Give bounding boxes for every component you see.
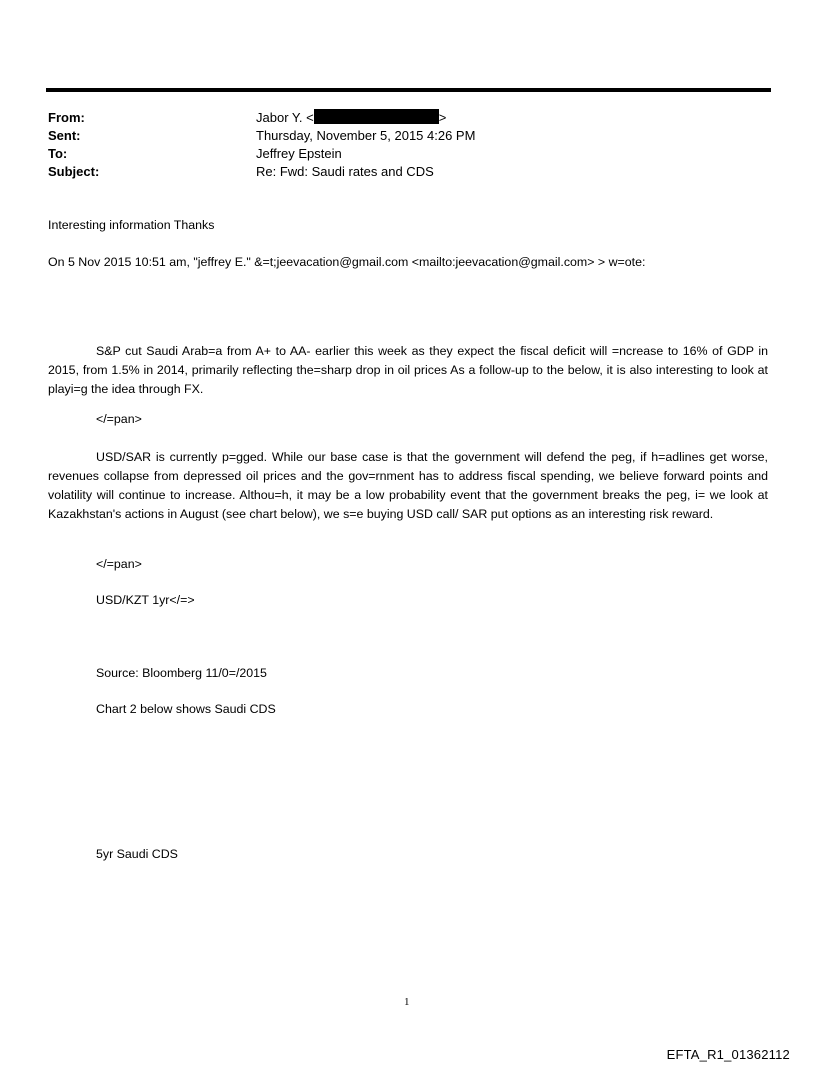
quoted-header: On 5 Nov 2015 10:51 am, "jeffrey E." &=t;jeevacation@gmail.com <mailto:jeevacation@gmail.com> > w=ote: [48,255,646,269]
sent-value: Thursday, November 5, 2015 4:26 PM [256,128,476,143]
from-label: From: [48,110,85,125]
redaction-box [314,109,439,124]
from-email-close: > [438,110,447,125]
to-label: To: [48,146,68,161]
to-value: Jeffrey Epstein [256,146,342,161]
from-value [256,108,446,127]
chart2-label: 5yr Saudi CDS [96,847,178,861]
page-number: 1 [404,996,410,1008]
chart1-label: USD/KZT 1yr</=> [96,593,195,607]
paragraph-rating-cut: S&P cut Saudi Arab=a from A+ to AA- earlier this week as they expect the fiscal deficit will =ncrease to 16% of GDP in 2015, from 1.5% in 2014, primarily reflecting the=sharp drop in oil prices As a follow-up to the below, it is also interesting to look at playi=g the idea through FX. [48,344,768,396]
source-line: Source: Bloomberg 11/0=/2015 [96,666,267,680]
paragraph-peg: USD/SAR is currently p=gged. While our base case is that the government will defend the peg, if h=adlines get worse, revenues collapse from depressed oil prices and the gov=rnment has to address fiscal spending, we believe forward points and volatility will continue to increase. Althou=h, it may be a low probability event that the government breaks the peg, i= we look at Kazakhstan's actions in August (see chart below), we s=e buying USD call/ SAR put options as an interesting risk reward. [48,450,768,521]
from-name: Jabor Y. < [256,110,314,125]
header-rule [46,88,771,92]
chart2-intro: Chart 2 below shows Saudi CDS [96,702,276,716]
span-artifact: </=pan> [96,412,142,426]
bates-number: EFTA_R1_01362112 [666,1047,790,1062]
subject-label: Subject: [48,164,100,179]
reply-text: Interesting information Thanks [48,218,215,232]
subject-value: Re: Fwd: Saudi rates and CDS [256,164,434,179]
span-artifact: </=pan> [96,557,142,571]
sent-label: Sent: [48,128,81,143]
